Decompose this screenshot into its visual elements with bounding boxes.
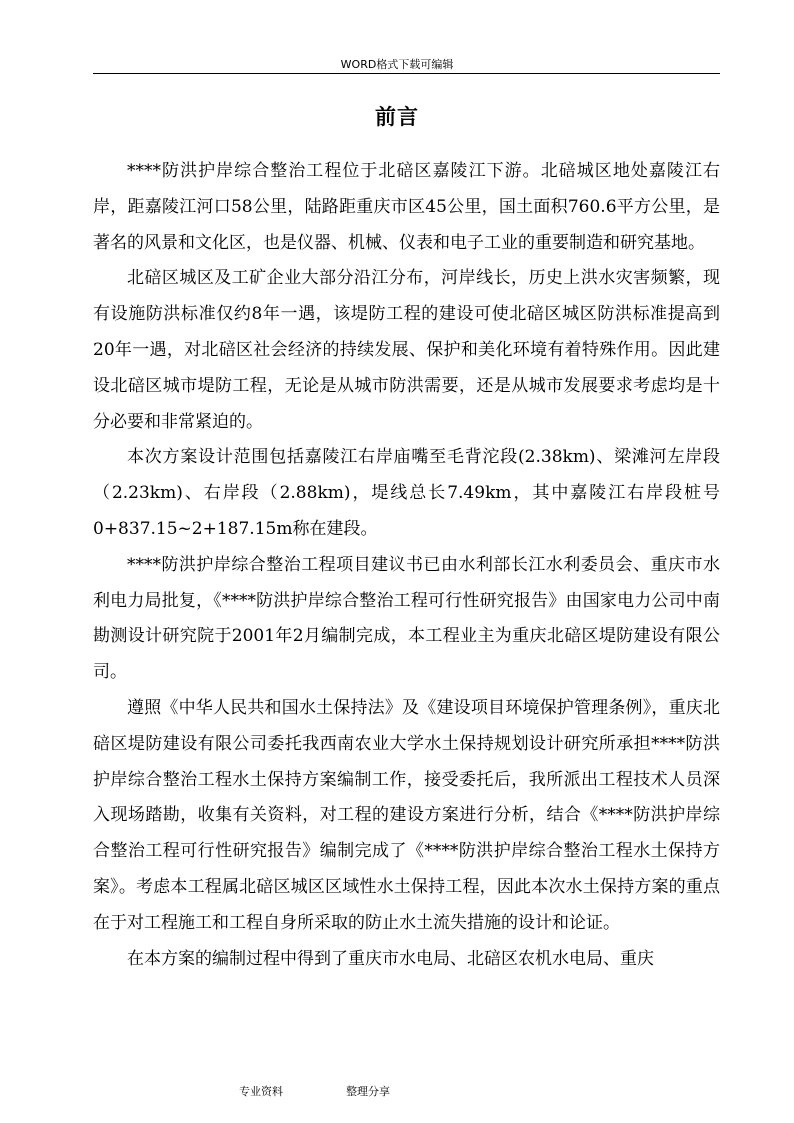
footer-left-text: 专业资料 xyxy=(239,1085,283,1098)
page-title: 前言 xyxy=(375,105,419,129)
paragraph-3: 本次方案设计范围包括嘉陵江右岸庙嘴至毛背沱段(2.38km)、梁滩河左岸段（2.23km)、右岸段（2.88km)，堤线总长7.49km，其中嘉陵江右岸段桩号0+837.15~2+187.15m称在建段。 xyxy=(93,447,720,539)
paragraph-6: 在本方案的编制过程中得到了重庆市水电局、北碚区农机水电局、重庆 xyxy=(127,948,654,969)
header-rule xyxy=(93,73,720,74)
footer-right-text: 整理分享 xyxy=(346,1085,390,1098)
paragraph-1: ****防洪护岸综合整治工程位于北碚区嘉陵江下游。北碚城区地处嘉陵江右岸，距嘉陵江河口58公里，陆路距重庆市区45公里，国土面积760.6平方公里，是著名的风景和文化区，也是仪器、机械、仪表和电子工业的重要制造和研究基地。 xyxy=(93,161,720,253)
page-header: WORD格式下载可编辑 xyxy=(340,58,454,71)
paragraph-5: 遵照《中华人民共和国水土保持法》及《建设项目环境保护管理条例》，重庆北碚区堤防建设有限公司委托我西南农业大学水土保持规划设计研究所承担****防洪护岸综合整治工程水土保持方案编制工作，接受委托后，我所派出工程技术人员深入现场踏勘，收集有关资料，对工程的建设方案进行分析，结合《****防洪护岸综合整治工程可行性研究报告》编制完成了《****防洪护岸综合整治工程水土保持方案》。考虑本工程属北碚区城区区域性水土保持工程，因此本次水土保持方案的重点在于对工程施工和工程自身所采取的防止水土流失措施的设计和论证。 xyxy=(93,697,720,933)
paragraph-2: 北碚区城区及工矿企业大部分沿江分布，河岸线长，历史上洪水灾害频繁，现有设施防洪标准仅约8年一遇，该堤防工程的建设可使北碚区城区防洪标准提高到20年一遇，对北碚区社会经济的持续发展、保护和美化环境有着特殊作用。因此建设北碚区城市堤防工程，无论是从城市防洪需要，还是从城市发展要求考虑均是十分必要和非常紧迫的。 xyxy=(93,268,720,432)
paragraph-4: ****防洪护岸综合整治工程项目建议书已由水利部长江水利委员会、重庆市水利电力局批复，《****防洪护岸综合整治工程可行性研究报告》由国家电力公司中南勘测设计研究院于2001年2月编制完成，本工程业主为重庆北碚区堤防建设有限公司。 xyxy=(93,554,720,683)
document-body xyxy=(93,154,720,977)
